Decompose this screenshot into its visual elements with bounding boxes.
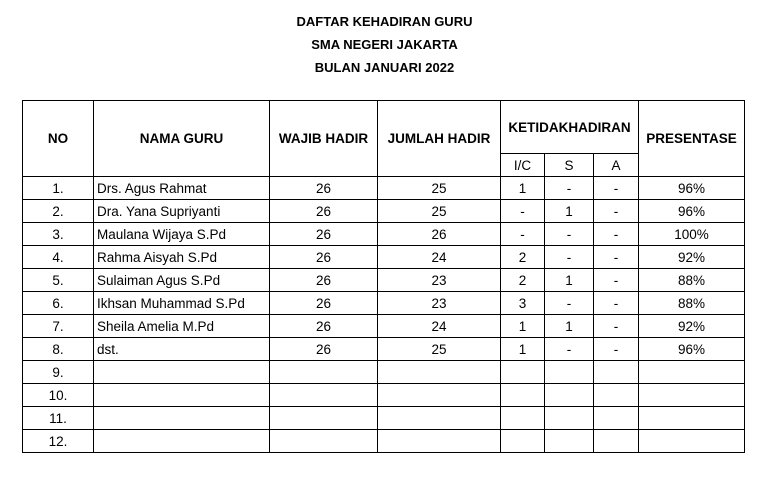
row-ic [501, 361, 545, 384]
table-row [23, 177, 745, 200]
row-s: 1 [545, 315, 594, 338]
row-no: 6. [23, 292, 94, 315]
row-no: 3. [23, 223, 94, 246]
row-s [545, 407, 594, 430]
row-no: 8. [23, 338, 94, 361]
row-s: - [545, 177, 594, 200]
header-presentase: PRESENTASE [639, 101, 745, 177]
row-presentase: 92% [639, 315, 745, 338]
row-nama [94, 430, 270, 453]
row-s: 1 [545, 269, 594, 292]
row-jumlah-hadir [378, 384, 501, 407]
row-wajib-hadir [270, 430, 378, 453]
row-a: - [594, 223, 639, 246]
row-nama [94, 407, 270, 430]
attendance-table [22, 100, 745, 453]
title-line-1: DAFTAR KEHADIRAN GURU [296, 14, 473, 29]
row-no: 1. [23, 177, 94, 200]
row-a [594, 361, 639, 384]
row-a: - [594, 177, 639, 200]
row-wajib-hadir: 26 [270, 200, 378, 223]
row-jumlah-hadir: 24 [378, 315, 501, 338]
row-nama: Sulaiman Agus S.Pd [94, 269, 270, 292]
row-presentase: 96% [639, 177, 745, 200]
row-ic: 1 [501, 315, 545, 338]
row-nama: Dra. Yana Supriyanti [94, 200, 270, 223]
row-ic: - [501, 200, 545, 223]
row-jumlah-hadir [378, 407, 501, 430]
row-nama [94, 361, 270, 384]
header-ic: I/C [501, 154, 545, 177]
row-s: - [545, 292, 594, 315]
header-nama-guru: NAMA GURU [94, 101, 270, 177]
row-presentase [639, 430, 745, 453]
row-presentase [639, 361, 745, 384]
row-no: 7. [23, 315, 94, 338]
row-wajib-hadir: 26 [270, 292, 378, 315]
row-jumlah-hadir: 25 [378, 177, 501, 200]
row-presentase [639, 407, 745, 430]
row-ic: 2 [501, 269, 545, 292]
row-no: 10. [23, 384, 94, 407]
row-jumlah-hadir: 23 [378, 292, 501, 315]
row-a: - [594, 338, 639, 361]
row-jumlah-hadir: 24 [378, 246, 501, 269]
row-no: 9. [23, 361, 94, 384]
row-nama: Drs. Agus Rahmat [94, 177, 270, 200]
row-ic: 3 [501, 292, 545, 315]
row-presentase: 96% [639, 200, 745, 223]
table-row [23, 407, 745, 430]
table-row [23, 361, 745, 384]
row-wajib-hadir: 26 [270, 269, 378, 292]
row-s: 1 [545, 200, 594, 223]
header-a: A [594, 154, 639, 177]
row-wajib-hadir [270, 384, 378, 407]
row-nama: Ikhsan Muhammad S.Pd [94, 292, 270, 315]
row-ic [501, 384, 545, 407]
row-wajib-hadir: 26 [270, 177, 378, 200]
row-ic [501, 407, 545, 430]
row-ic: 1 [501, 177, 545, 200]
table-row [23, 430, 745, 453]
table-row [23, 269, 745, 292]
title-line-2: SMA NEGERI JAKARTA [311, 37, 458, 52]
row-a: - [594, 292, 639, 315]
table-row [23, 292, 745, 315]
row-s [545, 430, 594, 453]
row-a [594, 407, 639, 430]
row-wajib-hadir: 26 [270, 315, 378, 338]
header-no: NO [23, 101, 94, 177]
table-body [23, 177, 745, 453]
row-s: - [545, 338, 594, 361]
row-ic: 2 [501, 246, 545, 269]
table-row [23, 315, 745, 338]
row-presentase: 88% [639, 269, 745, 292]
row-ic: - [501, 223, 545, 246]
row-wajib-hadir [270, 407, 378, 430]
table-row [23, 246, 745, 269]
row-wajib-hadir: 26 [270, 246, 378, 269]
row-jumlah-hadir: 25 [378, 338, 501, 361]
row-presentase: 96% [639, 338, 745, 361]
row-a [594, 384, 639, 407]
row-jumlah-hadir: 23 [378, 269, 501, 292]
row-nama: dst. [94, 338, 270, 361]
row-a [594, 430, 639, 453]
row-presentase: 92% [639, 246, 745, 269]
row-jumlah-hadir: 25 [378, 200, 501, 223]
header-ketidakhadiran: KETIDAKHADIRAN [501, 101, 639, 154]
table-row [23, 200, 745, 223]
table-row [23, 338, 745, 361]
header-s: S [545, 154, 594, 177]
row-a: - [594, 269, 639, 292]
header-jumlah-hadir: JUMLAH HADIR [378, 101, 501, 177]
row-presentase [639, 384, 745, 407]
row-wajib-hadir [270, 361, 378, 384]
row-jumlah-hadir [378, 361, 501, 384]
row-no: 12. [23, 430, 94, 453]
row-nama: Sheila Amelia M.Pd [94, 315, 270, 338]
row-wajib-hadir: 26 [270, 338, 378, 361]
row-a: - [594, 315, 639, 338]
row-nama: Rahma Aisyah S.Pd [94, 246, 270, 269]
row-wajib-hadir: 26 [270, 223, 378, 246]
row-ic [501, 430, 545, 453]
row-jumlah-hadir [378, 430, 501, 453]
row-s [545, 361, 594, 384]
row-no: 11. [23, 407, 94, 430]
row-s: - [545, 246, 594, 269]
header-wajib-hadir: WAJIB HADIR [270, 101, 378, 177]
row-ic: 1 [501, 338, 545, 361]
row-s: - [545, 223, 594, 246]
row-s [545, 384, 594, 407]
row-nama: Maulana Wijaya S.Pd [94, 223, 270, 246]
row-jumlah-hadir: 26 [378, 223, 501, 246]
row-no: 2. [23, 200, 94, 223]
row-nama [94, 384, 270, 407]
table-row [23, 223, 745, 246]
row-presentase: 100% [639, 223, 745, 246]
row-a: - [594, 200, 639, 223]
table-row [23, 384, 745, 407]
row-no: 5. [23, 269, 94, 292]
row-a: - [594, 246, 639, 269]
row-no: 4. [23, 246, 94, 269]
title-line-3: BULAN JANUARI 2022 [314, 60, 455, 75]
row-presentase: 88% [639, 292, 745, 315]
document-title [0, 10, 769, 79]
